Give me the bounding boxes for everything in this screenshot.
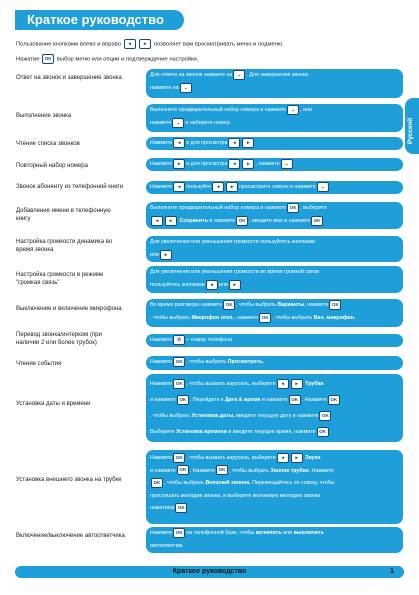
ok-key-icon: OK [287,203,299,213]
ok-key-icon: OK [42,54,54,64]
left-arrow-key-icon: ◄ [206,280,218,290]
language-tab [405,98,419,154]
ok-key-icon: OK [177,465,189,475]
left-arrow-key-icon: ◄ [277,379,289,389]
answering-machine-key-icon: OK [173,528,185,538]
label-read-event: Чтение события [16,361,62,367]
label-add-name: Добавление имени в телефонную книгу [16,208,111,222]
label-answering-machine: Включение/выключение автоответчика [16,533,125,539]
label-mute: Выключение и включение микрофона [16,306,122,312]
instruction-external-ring: Нажмите OK , чтобы вызвать карусель, выберите ◄ ► Звуки и нажмите OK . Нажмите OK , чтобы выбрать Звонок трубки. Нажмите OK , чтобы выбрать Внешний звонок. Перемещайтесь по списку, чтобы прослушать мелодии звонка, и выберите желаемую мелодию звонка нажатием OK [146,450,403,524]
label-phonebook-call: Звонок абоненту из телефонной книги [16,184,124,190]
ok-key-icon: OK [319,411,331,421]
page-title: Краткое руководство [27,12,164,27]
ok-key-icon: OK [311,216,323,226]
right-arrow-key-icon: ► [229,280,241,290]
transfer-key-icon: ✆ [173,335,185,345]
instruction-add-name: Выполните предварительный набор номера и нажмите OK , выберите ◄ ► Сохранить и нажмите OK , введите имя и нажмите OK [146,202,403,229]
instruction-mute: Во время разговора нажмите OK , чтобы выбрать Варианты, нажмите OK , чтобы выбрать Микрофон откл., нажмите OK , чтобы выбрать Вкл. микрофон. [146,299,403,327]
phone-key-icon: ⌄ [233,70,245,80]
left-arrow-key-icon: ◄ [173,182,185,192]
ok-key-icon: OK [223,300,235,310]
page-number: 1 [390,568,394,575]
right-arrow-key-icon: ► [226,182,238,192]
right-arrow-key-icon: ► [173,159,185,169]
instruction-speaker-volume: Для увеличения или уменьшения громкости пользуйтесь кнопками или ► [146,236,403,262]
ok-key-icon: OK [329,300,341,310]
ok-key-icon: OK [175,503,187,513]
left-arrow-key-icon: ◄ [173,138,185,148]
footer-bar [15,566,404,578]
ok-key-icon: OK [173,379,185,389]
left-arrow-key-icon: ◄ [212,182,224,192]
intro-line-2: Нажатие OK выбор меню или опции и подтверждение настройки. [16,56,199,63]
ok-key-icon: OK [173,357,185,367]
left-arrow-key-icon: ◄ [124,39,136,49]
right-arrow-key-icon: ► [242,138,254,148]
right-arrow-key-icon: ► [291,379,303,389]
phone-key-icon: ⌄ [172,118,184,128]
label-redial: Повторный набор номера [16,163,88,169]
label-external-ring: Установка внешнего звонка на трубке [16,477,122,483]
right-arrow-key-icon: ► [291,453,303,463]
instruction-handsfree-volume: Для увеличения или уменьшения громкости во время громкой связи пользуйтесь кнопками ◄ или ► [146,266,403,293]
label-answer-call: Ответ на звонок и завершение звонка [16,75,122,81]
instruction-call-list: Нажмите ◄ и для просмотра ◄ ► [146,137,403,150]
instruction-answer-call: Для ответа на звонок нажмите на ⌄ . Для завершения звонка нажмите на ⌄ [146,69,403,98]
phone-key-icon: ⌄ [180,83,192,93]
ok-key-icon: OK [151,478,163,488]
ok-key-icon: OK [317,427,329,437]
right-arrow-key-icon: ► [139,39,151,49]
label-call-list: Чтение списка звонков [16,141,80,147]
right-arrow-key-icon: ► [160,250,172,260]
footer-title: Краткое руководство [172,568,247,575]
instruction-phonebook-call: Нажмите ◄ пользуйте ◄ ► просмотрите список и нажмите ⌄ [146,181,403,194]
right-arrow-key-icon: ► [242,159,254,169]
label-transfer: Перевод звонка/интерком (при наличии 2 или более трубок) [16,332,102,346]
phone-key-icon: ⌄ [287,105,299,115]
instruction-answering-machine: Нажмите OK на телефонной базе, чтобы включить или выключить автоответчик. [146,527,403,553]
left-arrow-key-icon: ◄ [228,159,240,169]
ok-key-icon: OK [328,395,340,405]
left-arrow-key-icon: ◄ [151,216,163,226]
instruction-read-event: Нажмите OK , чтобы выбрать Просмотреть. [146,356,403,370]
ok-key-icon: OK [236,216,248,226]
language-label: Русский [407,117,414,144]
right-arrow-key-icon: ► [165,216,177,226]
left-arrow-key-icon: ◄ [228,138,240,148]
ok-key-icon: OK [173,453,185,463]
phone-key-icon: ⌄ [281,159,293,169]
instruction-transfer: Нажмите ✆ + номер телефона [146,334,403,347]
ok-key-icon: OK [289,395,301,405]
ok-key-icon: OK [259,313,271,323]
intro-line-1: Пользование кнопками влево и вправо ◄ ► позволяет вам просматривать меню и подменю. [16,41,284,48]
instruction-redial: Нажмите ► и для просмотра ◄ ► , нажмите ⌄ [146,158,403,171]
ok-key-icon: OK [216,465,228,475]
label-handsfree-volume: Настройка громкости в режиме "громкая связь" [16,272,104,286]
phone-key-icon: ⌄ [317,182,329,192]
page-title-bar [15,10,184,30]
left-arrow-key-icon: ◄ [277,453,289,463]
label-speaker-volume: Настройка громкости динамика во время звонка [16,239,113,253]
ok-key-icon: OK [177,395,189,405]
instruction-make-call: Выполните предварительный набор номера и нажмите ⌄ , или нажмите ⌄ и наберите номер. [146,104,403,132]
label-date-time: Установка даты и времени [16,401,91,407]
instruction-date-time: Нажмите OK , чтобы вызвать карусель, выберите ◄ ► Трубка и нажмите OK . Перейдите к Дата & время и нажмите OK . Нажмите OK , чтобы выбрать Установка даты, введите текущую дату и нажмите OK Выберите Установка времени и введите текущее время, нажмите OK [146,374,403,442]
label-make-call: Выполнение звонка [16,113,72,119]
